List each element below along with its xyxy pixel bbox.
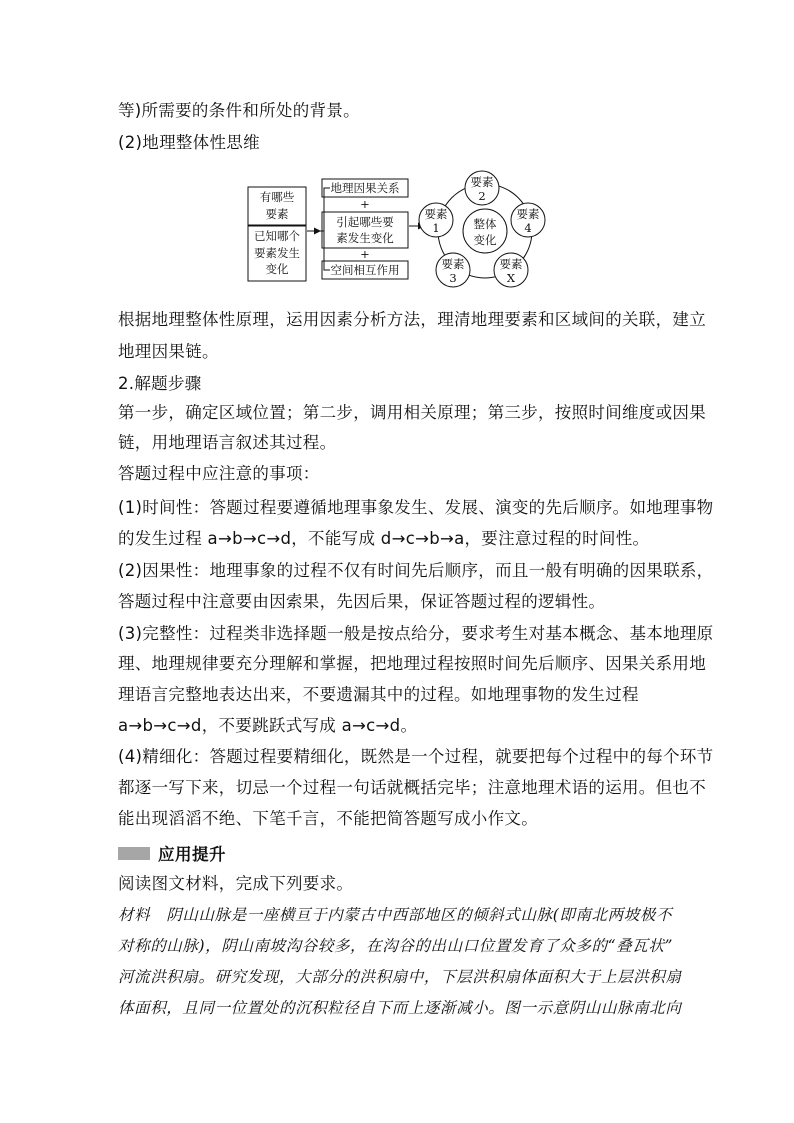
node-1-name: 要素 bbox=[424, 207, 448, 221]
left-box-bottom-line2: 要素发生 bbox=[254, 246, 300, 260]
note3-line-2: 理、地理规律要充分理解和掌握，把地理过程按照时间先后顺序、因果关系用地 bbox=[118, 654, 706, 673]
principle-line-2: 地理因果链。 bbox=[118, 342, 219, 361]
steps-line-2: 链，用地理语言叙述其过程。 bbox=[118, 433, 337, 452]
center-line1: 整体 bbox=[473, 217, 497, 231]
middle-bracket bbox=[324, 188, 330, 270]
note4-line-2: 都逐一写下来，切忌一个过程一句话就概括完毕；注意地理术语的运用。但也不 bbox=[118, 778, 706, 797]
node-3-num: 3 bbox=[449, 271, 457, 285]
node-2-name: 要素 bbox=[470, 175, 494, 189]
intro-line: 等)所需要的条件和所处的背景。 bbox=[118, 101, 360, 120]
node-4-name: 要素 bbox=[516, 207, 540, 221]
node-4-num: 4 bbox=[524, 221, 532, 235]
mid-box-2-line1: 引起哪些要 bbox=[336, 215, 394, 229]
mid-box-1-text: 地理因果关系 bbox=[330, 181, 400, 195]
material-line-1: 材料 阴山山脉是一座横亘于内蒙古中西部地区的倾斜式山脉(即南北两坡极不 bbox=[118, 906, 673, 924]
apply-title: 应用提升 bbox=[158, 845, 226, 864]
integrity-diagram bbox=[240, 168, 560, 296]
mid-box-3-text: 空间相互作用 bbox=[330, 263, 400, 277]
note1-line-1: (1)时间性：答题过程要遵循地理事象发生、发展、演变的先后顺序。如地理事物 bbox=[118, 498, 714, 517]
left-box-bottom-line1: 已知哪个 bbox=[254, 229, 300, 243]
note1-line-2: 的发生过程 a→b→c→d，不能写成 d→c→b→a，要注意过程的时间性。 bbox=[118, 529, 650, 548]
mid-plus-1: + bbox=[360, 197, 370, 211]
note3-line-4: a→b→c→d，不要跳跃式写成 a→c→d。 bbox=[118, 716, 418, 735]
note2-line-1: (2)因果性：地理事象的过程不仅有时间先后顺序，而且一般有明确的因果联系， bbox=[118, 561, 714, 580]
left-box-bottom-line3: 变化 bbox=[265, 262, 289, 276]
material-line-2: 对称的山脉)，阴山南坡沟谷较多，在沟谷的出山口位置发育了众多的“叠瓦状” bbox=[118, 937, 673, 955]
mid-plus-2: + bbox=[360, 247, 370, 261]
section-marker-bar bbox=[118, 847, 150, 860]
mid-box-2-line2: 素发生变化 bbox=[336, 231, 394, 245]
steps-line-1: 第一步，确定区域位置；第二步，调用相关原理；第三步，按照时间维度或因果 bbox=[118, 403, 706, 422]
material-line-3: 河流洪积扇。研究发现，大部分的洪积扇中，下层洪积扇体面积大于上层洪积扇 bbox=[118, 968, 682, 986]
note4-line-3: 能出现滔滔不绝、下笔千言，不能把简答题写成小作文。 bbox=[118, 809, 538, 828]
notes-title: 答题过程中应注意的事项： bbox=[118, 464, 320, 483]
steps-title: 2.解题步骤 bbox=[118, 374, 202, 393]
left-box-top-line2: 要素 bbox=[265, 207, 289, 221]
left-box-top-line1: 有哪些 bbox=[259, 190, 295, 204]
center-line2: 变化 bbox=[473, 233, 497, 247]
note4-line-1: (4)精细化：答题过程要精细化，既然是一个过程，就要把每个过程中的每个环节 bbox=[118, 747, 714, 766]
node-x-name: 要素 bbox=[499, 257, 523, 271]
node-2-num: 2 bbox=[478, 189, 486, 203]
apply-section-header bbox=[118, 842, 226, 864]
principle-line-1: 根据地理整体性原理，运用因素分析方法，理清地理要素和区域间的关联，建立 bbox=[118, 310, 706, 329]
node-x-num: X bbox=[506, 271, 516, 285]
section2-title: (2)地理整体性思维 bbox=[118, 133, 260, 152]
note2-line-2: 答题过程中注意要由因索果，先因后果，保证答题过程的逻辑性。 bbox=[118, 592, 606, 611]
apply-intro: 阅读图文材料，完成下列要求。 bbox=[118, 874, 354, 893]
note3-line-1: (3)完整性：过程类非选择题一般是按点给分，要求考生对基本概念、基本地理原 bbox=[118, 624, 714, 643]
node-1-num: 1 bbox=[432, 221, 440, 235]
material-line-4: 体面积，且同一位置处的沉积粒径自下而上逐渐减小。图一示意阴山山脉南北向 bbox=[118, 999, 682, 1017]
note3-line-3: 理语言完整地表达出来，不要遗漏其中的过程。如地理事物的发生过程 bbox=[118, 685, 639, 704]
node-3-name: 要素 bbox=[441, 257, 465, 271]
